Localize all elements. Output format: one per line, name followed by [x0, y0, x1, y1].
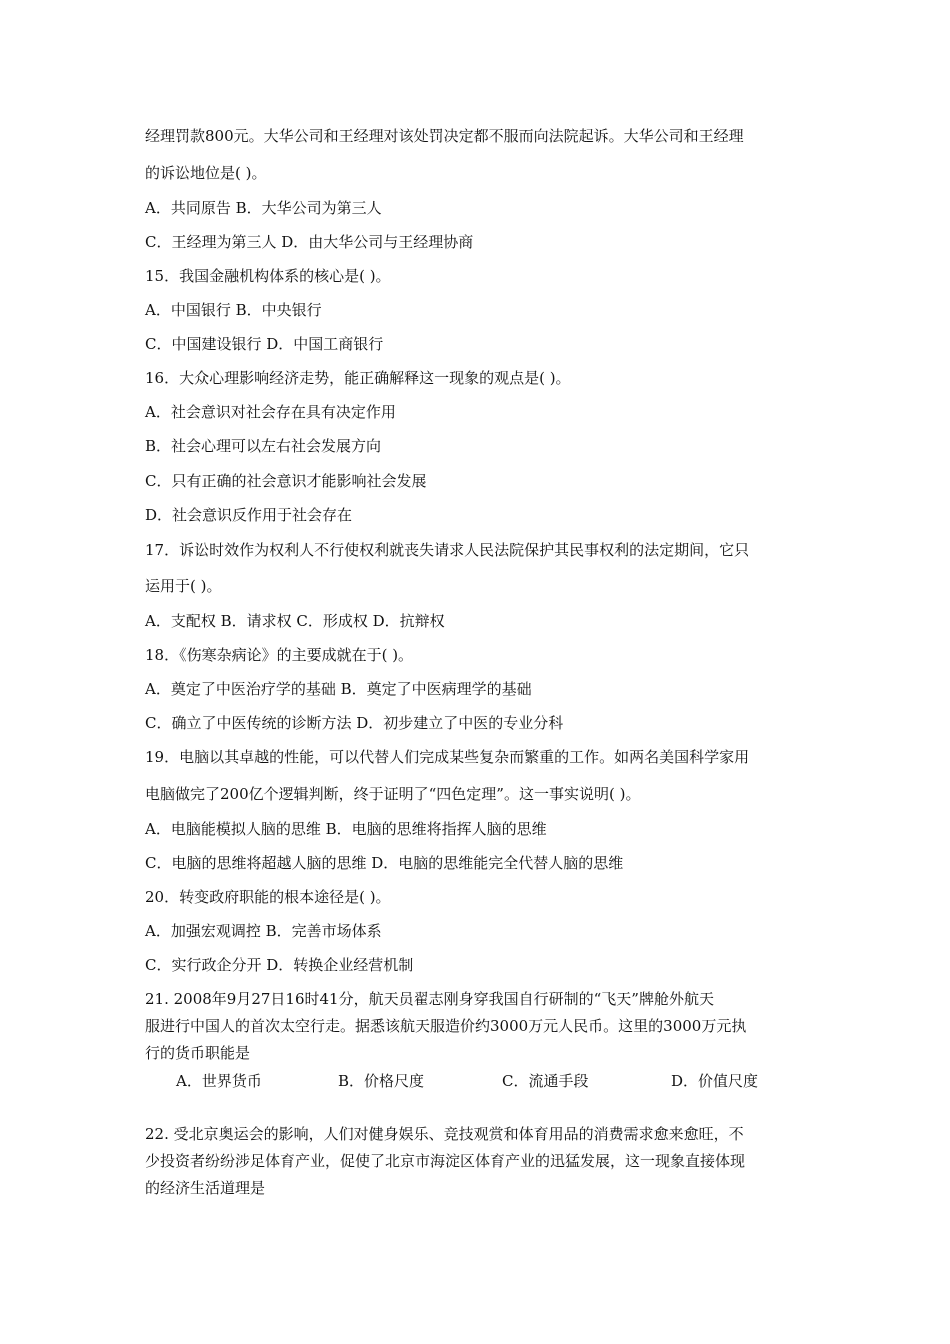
option-line: C．实行政企分开 D．转换企业经营机制 [145, 956, 414, 974]
text-line: 运用于( )。 [145, 577, 222, 595]
text-line: 服进行中国人的首次太空行走。据悉该航天服造价约3000万元人民币。这里的3000万元执 [145, 1017, 747, 1035]
question-22: 22. 受北京奥运会的影响，人们对健身娱乐、竞技观赏和体育用品的消费需求愈来愈旺，不 [145, 1125, 744, 1143]
question-19: 19．电脑以其卓越的性能，可以代替人们完成某些复杂而繁重的工作。如两名美国科学家用 [145, 748, 750, 766]
option-line: D．社会意识反作用于社会存在 [145, 506, 353, 524]
q21-option-a: A．世界货币 [176, 1072, 262, 1090]
text-line: 的诉讼地位是( )。 [145, 164, 267, 182]
text-line: 经理罚款800元。大华公司和王经理对该处罚决定都不服而向法院起诉。大华公司和王经理 [145, 127, 744, 145]
question-16: 16．大众心理影响经济走势，能正确解释这一现象的观点是( )。 [145, 369, 571, 387]
option-line: C．确立了中医传统的诊断方法 D．初步建立了中医的专业分科 [145, 714, 564, 732]
question-17: 17．诉讼时效作为权利人不行使权利就丧失请求人民法院保护其民事权利的法定期间，它只 [145, 541, 750, 559]
option-line: A．奠定了中医治疗学的基础 B．奠定了中医病理学的基础 [145, 680, 532, 698]
option-line: B．社会心理可以左右社会发展方向 [145, 437, 382, 455]
question-21: 21. 2008年9月27日16时41分，航天员翟志刚身穿我国自行研制的“飞天”牌舱外航天 [145, 990, 714, 1008]
option-line: A．中国银行 B．中央银行 [145, 301, 322, 319]
q21-option-c: C．流通手段 [502, 1072, 589, 1090]
question-15: 15．我国金融机构体系的核心是( )。 [145, 267, 391, 285]
question-20: 20．转变政府职能的根本途径是( )。 [145, 888, 391, 906]
option-line: C．电脑的思维将超越人脑的思维 D．电脑的思维能完全代替人脑的思维 [145, 854, 624, 872]
option-line: A．共同原告 B．大华公司为第三人 [145, 199, 382, 217]
option-line: C．王经理为第三人 D．由大华公司与王经理协商 [145, 233, 474, 251]
option-line: A．支配权 B．请求权 C．形成权 D．抗辩权 [145, 612, 445, 630]
text-line: 少投资者纷纷涉足体育产业，促使了北京市海淀区体育产业的迅猛发展，这一现象直接体现 [145, 1152, 746, 1170]
q21-option-d: D．价值尺度 [671, 1072, 759, 1090]
option-line: C．只有正确的社会意识才能影响社会发展 [145, 472, 427, 490]
option-line: A．电脑能模拟人脑的思维 B．电脑的思维将指挥人脑的思维 [145, 820, 547, 838]
q21-option-b: B．价格尺度 [338, 1072, 425, 1090]
text-line: 的经济生活道理是 [145, 1179, 266, 1197]
question-18: 18．《伤寒杂病论》的主要成就在于( )。 [145, 646, 414, 664]
q21-options [176, 1071, 816, 1091]
option-line: A．社会意识对社会存在具有决定作用 [145, 403, 396, 421]
text-line: 行的货币职能是 [145, 1044, 251, 1062]
option-line: C．中国建设银行 D．中国工商银行 [145, 335, 384, 353]
option-line: A．加强宏观调控 B．完善市场体系 [145, 922, 382, 940]
text-line: 电脑做完了200亿个逻辑判断，终于证明了“四色定理”。这一事实说明( )。 [145, 785, 641, 803]
